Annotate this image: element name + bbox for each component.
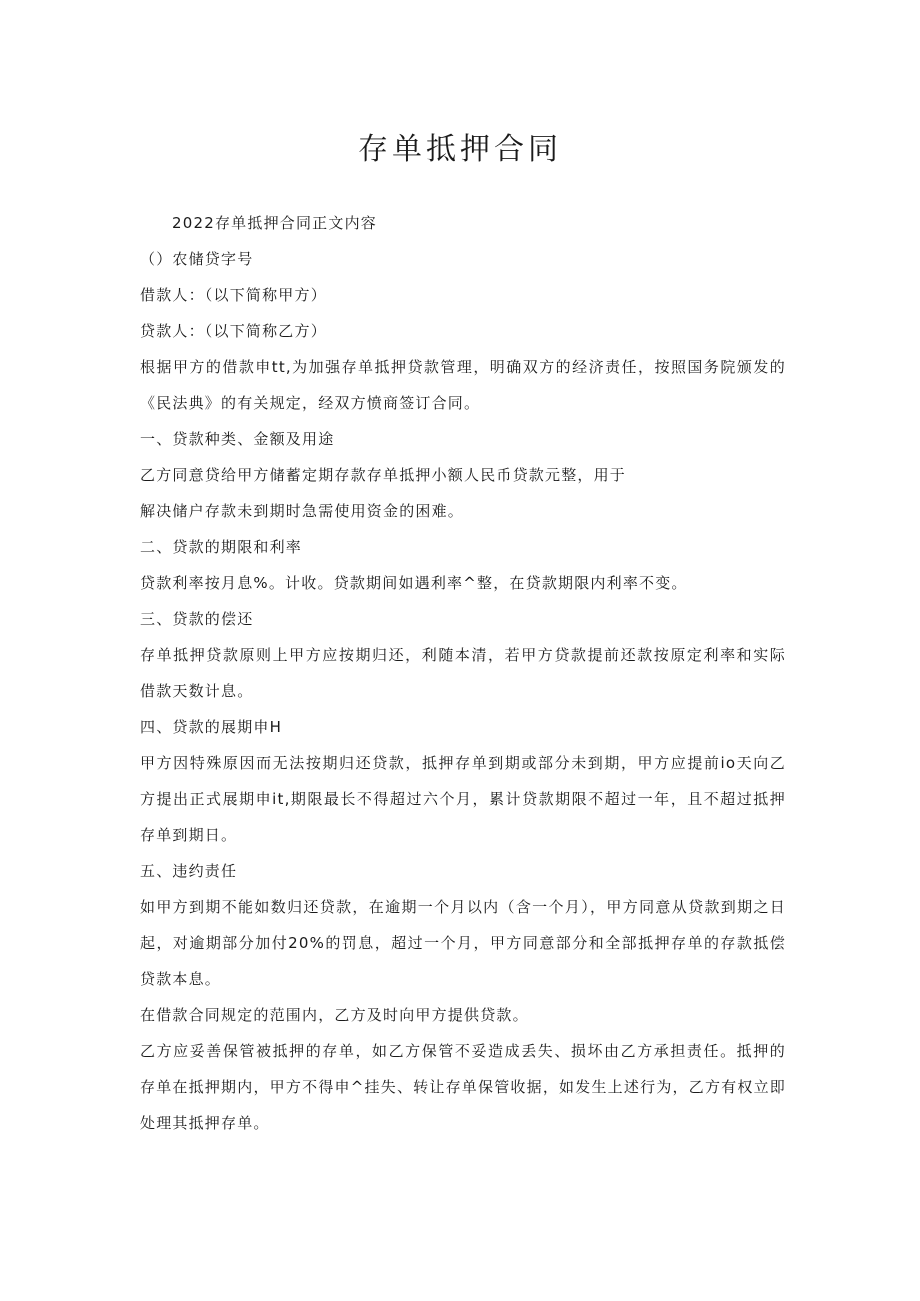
- section-4-body: 甲方因特殊原因而无法按期归还贷款，抵押存单到期或部分未到期，甲方应提前io天向乙方提出正式展期申it,期限最长不得超过六个月，累计贷款期限不超过一年，且不超过抵押存单到期日。: [140, 754, 786, 844]
- section-5-body-2: 在借款合同规定的范围内，乙方及时向甲方提供贷款。: [140, 1006, 529, 1024]
- section-5-body-1: 如甲方到期不能如数归还贷款，在逾期一个月以内（含一个月），甲方同意从贷款到期之日起，对逾期部分加付20%的罚息，超过一个月，甲方同意部分和全部抵押存单的存款抵偿贷款本息。: [140, 898, 786, 988]
- subtitle: 2022存单抵押合同正文内容: [172, 214, 377, 232]
- lender-line: 贷款人：（以下简称乙方）: [140, 322, 327, 340]
- section-3-heading: 三、贷款的偿还: [140, 610, 254, 628]
- section-1-line-1: 乙方同意贷给甲方储蓄定期存款存单抵押小额人民币贷款元整，用于: [140, 466, 627, 484]
- section-3-body: 存单抵押贷款原则上甲方应按期归还，利随本清，若甲方贷款提前还款按原定利率和实际借款天数计息。: [140, 646, 786, 700]
- borrower-line: 借款人：（以下简称甲方）: [140, 286, 327, 304]
- document-body: [140, 205, 786, 1141]
- preamble-paragraph: 根据甲方的借款申tt,为加强存单抵押贷款管理，明确双方的经济责任，按照国务院颁发的《民法典》的有关规定，经双方愤商签订合同。: [140, 358, 786, 412]
- section-1-heading: 一、贷款种类、金额及用途: [140, 430, 335, 448]
- section-2-body: 贷款利率按月息%。计收。贷款期间如遇利率^整，在贷款期限内利率不变。: [140, 574, 688, 592]
- section-2-heading: 二、贷款的期限和利率: [140, 538, 303, 556]
- section-4-heading: 四、贷款的展期申H: [140, 718, 283, 736]
- contract-number: （）农储贷字号: [140, 250, 254, 268]
- section-5-body-3: 乙方应妥善保管被抵押的存单，如乙方保管不妥造成丢失、损坏由乙方承担责任。抵押的存单在抵押期内，甲方不得申^挂失、转让存单保管收据，如发生上述行为，乙方有权立即处理其抵押存单。: [140, 1042, 786, 1132]
- document-title: 存单抵押合同: [358, 132, 562, 167]
- section-1-line-2: 解决储户存款未到期时急需使用资金的困难。: [140, 502, 465, 520]
- section-5-heading: 五、违约责任: [140, 862, 238, 880]
